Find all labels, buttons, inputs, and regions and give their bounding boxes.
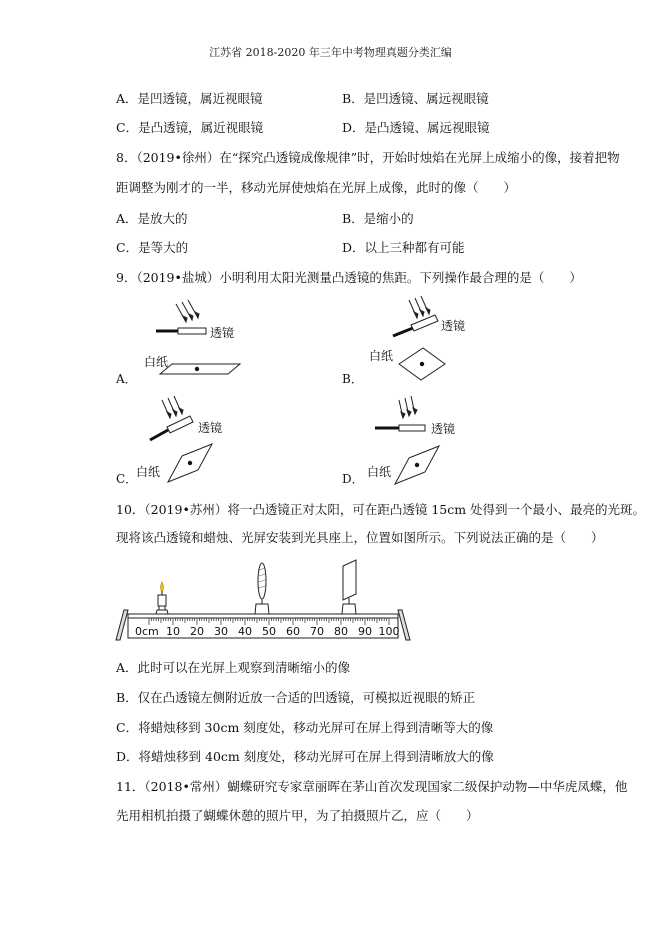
q10-option-a: A．此时可以在光屏上观察到清晰缩小的像 — [116, 660, 351, 675]
q8-stem-line2: 距调整为刚才的一半，移动光屏使烛焰在光屏上成像，此时的像（ ） — [116, 180, 517, 195]
q9a-lens-label: 透镜 — [210, 326, 235, 340]
optical-bench-figure — [112, 558, 412, 648]
q7-option-b: B．是凹透镜、属远视眼镜 — [342, 91, 489, 106]
q9b-lens-label: 透镜 — [441, 319, 466, 333]
bench-right-foot — [398, 610, 410, 640]
q9-option-c: C． — [116, 472, 138, 486]
q11-stem-line2: 先用相机拍摄了蝴蝶休憩的照片甲，为了拍摄照片乙，应（ ） — [116, 808, 479, 823]
q9-figure-d — [365, 396, 495, 486]
ruler-tick-label: 100 — [378, 625, 400, 638]
q9-option-a: A． — [116, 372, 137, 386]
ruler-tick-label: 80 — [334, 625, 348, 638]
q7-option-a: A．是凹透镜，属近视眼镜 — [116, 91, 263, 106]
q9-option-d: D． — [342, 472, 364, 486]
q9b-paper-label: 白纸 — [369, 349, 394, 363]
q10-stem-line1: 10．（2019•苏州）将一凸透镜正对太阳，可在距凸透镜 15cm 处得到一个最小、最亮的光斑。 — [116, 502, 646, 517]
ruler-unit-label: 0cm — [135, 625, 159, 638]
q9-stem: 9．（2019•盐城）小明利用太阳光测量凸透镜的焦距。下列操作最合理的是（ ） — [116, 270, 582, 285]
q9-figure-b — [365, 296, 495, 386]
q10-option-b: B．仅在凸透镜左侧附近放一合适的凹透镜，可模拟近视眼的矫正 — [116, 690, 476, 705]
ruler-tick-label: 30 — [214, 625, 228, 638]
q8-option-d: D．以上三种都有可能 — [342, 240, 465, 255]
q9-option-b: B． — [342, 372, 363, 386]
q9d-paper-label: 白纸 — [367, 465, 392, 479]
bench-left-foot — [116, 610, 128, 640]
ruler-tick-label: 60 — [286, 625, 300, 638]
ruler-tick-label: 70 — [310, 625, 324, 638]
q9-figure-a — [140, 300, 270, 380]
q10-stem-line2: 现将该凸透镜和蜡烛、光屏安装到光具座上，位置如图所示。下列说法正确的是（ ） — [116, 530, 604, 545]
q11-stem-line1: 11．（2018•常州）蝴蝶研究专家章丽晖在茅山首次发现国家二级保护动物—中华虎凤蝶，他 — [116, 779, 628, 794]
convex-lens — [258, 563, 266, 604]
q8-option-c: C．是等大的 — [116, 240, 189, 255]
q7-option-d: D．是凸透镜、属远视眼镜 — [342, 120, 490, 135]
ruler-tick-label: 50 — [262, 625, 276, 638]
q9-figure-c — [136, 396, 270, 486]
q10-option-d: D．将蜡烛移到 40cm 刻度处，移动光屏可在屏上得到清晰放大的像 — [116, 749, 494, 764]
q9d-lens-label: 透镜 — [431, 422, 456, 436]
ruler-tick-label: 10 — [166, 625, 180, 638]
ruler-tick-label: 40 — [238, 625, 252, 638]
q8-stem-line1: 8．（2019•徐州）在“探究凸透镜成像规律”时，开始时烛焰在光屏上成缩小的像，接着把物 — [116, 150, 620, 165]
q9c-lens-label: 透镜 — [198, 421, 223, 435]
q9a-paper-label: 白纸 — [144, 355, 169, 369]
light-screen — [343, 560, 356, 604]
ruler-tick-label: 20 — [190, 625, 204, 638]
candle — [158, 582, 166, 610]
q9c-paper-label: 白纸 — [136, 465, 161, 479]
q8-option-b: B．是缩小的 — [342, 211, 414, 226]
page-header: 江苏省 2018-2020 年三年中考物理真题分类汇编 — [209, 46, 452, 59]
q10-option-c: C．将蜡烛移到 30cm 刻度处，移动光屏可在屏上得到清晰等大的像 — [116, 720, 494, 735]
q7-option-c: C．是凸透镜，属近视眼镜 — [116, 120, 264, 135]
ruler-tick-label: 90 — [358, 625, 372, 638]
q8-option-a: A．是放大的 — [116, 211, 188, 226]
